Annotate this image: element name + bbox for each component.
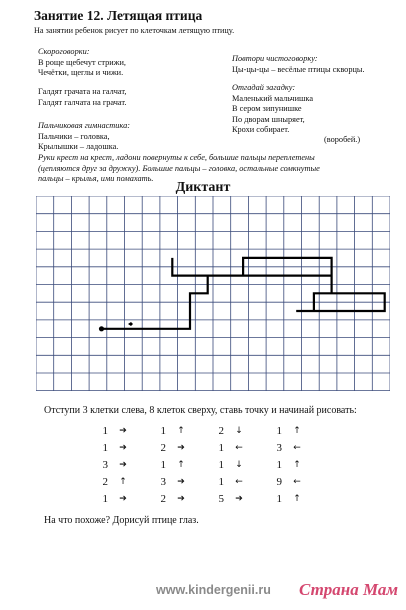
- arrow-left-icon: ←: [293, 476, 301, 487]
- step: [152, 473, 192, 490]
- step: [210, 473, 250, 490]
- lesson-title: Занятие 12. Летящая птица: [34, 8, 203, 23]
- step: [94, 456, 134, 473]
- arrow-up-icon: ↑: [119, 476, 127, 487]
- step: [268, 456, 308, 473]
- step-count: 1: [218, 441, 224, 454]
- riddle-line: Маленький мальчишка: [232, 93, 313, 103]
- step-count: 9: [276, 475, 282, 488]
- step: [268, 490, 308, 507]
- step: [210, 456, 250, 473]
- tongue-twister-line: Галдят грачата на галчат,: [38, 87, 127, 96]
- repeat-line: Цы-цы-цы – весёлые птицы скворцы.: [232, 64, 365, 74]
- step-count: 1: [276, 492, 282, 505]
- footer-brand-logo: Страна Мам: [298, 580, 398, 599]
- step: [268, 439, 308, 456]
- arrow-up-icon: ↑: [293, 425, 301, 436]
- step: [210, 422, 250, 439]
- step-count: 3: [276, 441, 282, 454]
- tongue-twister-line: Галдят галчата на грачат.: [38, 97, 127, 107]
- arrow-right-icon: ➔: [119, 425, 127, 436]
- finger-game-line: Пальчики – головка,: [38, 131, 110, 141]
- arrow-right-icon: ➔: [119, 493, 127, 504]
- riddle-block: [232, 83, 313, 136]
- step: [152, 490, 192, 507]
- step-count: 5: [218, 492, 224, 505]
- finger-game-label: Пальчиковая гимнастика:: [38, 121, 131, 130]
- arrow-left-icon: ←: [235, 442, 243, 453]
- step-count: 2: [160, 492, 166, 505]
- riddle-label: Отгадай загадку:: [232, 83, 296, 92]
- tongue-twisters: [38, 47, 126, 79]
- step: [94, 473, 134, 490]
- step-count: 1: [276, 424, 282, 437]
- step: [210, 490, 250, 507]
- step-count: 2: [218, 424, 224, 437]
- step-count: 1: [102, 492, 108, 505]
- steps-column-2: [152, 422, 192, 507]
- step: [152, 422, 192, 439]
- step: [268, 473, 308, 490]
- arrow-up-icon: ↑: [293, 493, 301, 504]
- step-count: 1: [218, 458, 224, 471]
- arrow-down-icon: ↓: [235, 425, 243, 436]
- start-dot: [99, 326, 104, 331]
- arrow-left-icon: ←: [235, 476, 243, 487]
- arrow-right-icon: ➔: [119, 459, 127, 470]
- repeat-label: Повтори чистоговорку:: [232, 54, 318, 63]
- arrow-right-icon: ➔: [119, 442, 127, 453]
- step-count: 1: [102, 424, 108, 437]
- step: [94, 439, 134, 456]
- footer-url[interactable]: www.kindergenii.ru: [156, 583, 271, 597]
- dictation-instruction: Отступи 3 клетки слева, 8 клеток сверху, ставь точку и начинай рисовать:: [44, 405, 357, 416]
- tongue-twisters-label: Скороговорки:: [38, 47, 90, 56]
- arrow-up-icon: ↑: [177, 459, 185, 470]
- arrow-up-icon: ↑: [177, 425, 185, 436]
- dictation-title: Диктант: [175, 180, 231, 195]
- arrow-right-icon: ➔: [235, 493, 243, 504]
- tongue-twisters-2: [38, 87, 126, 108]
- finger-instruction-line: Руки крест на крест, ладони повернуты к себе, большие пальцы переплетены: [38, 153, 315, 162]
- finger-instruction-line: пальцы – крылья, ими помахать.: [38, 174, 154, 183]
- arrow-left-icon: ←: [293, 442, 301, 453]
- steps-column-3: [210, 422, 250, 507]
- arrow-right-icon: ➔: [177, 493, 185, 504]
- tongue-twister-line: Чечётки, щеглы и чижи.: [38, 68, 124, 77]
- finger-instruction-line: (цепляются друг за дружку). Большие пальцы – головка, остальные сомкнутые: [38, 163, 320, 173]
- step: [94, 422, 134, 439]
- drawing-grid: [36, 196, 390, 391]
- dictation-question: На что похоже? Дорисуй птице глаз.: [44, 515, 199, 526]
- finger-game-line: Крылышки – ладошка.: [38, 142, 119, 151]
- step-count: 1: [218, 475, 224, 488]
- arrow-down-icon: ↓: [235, 459, 243, 470]
- steps-column-1: [94, 422, 134, 507]
- step: [210, 439, 250, 456]
- steps-column-4: [268, 422, 308, 507]
- riddle-answer: (воробей.): [324, 135, 361, 144]
- repeat-block: [232, 54, 365, 75]
- step-count: 2: [160, 441, 166, 454]
- step-count: 2: [102, 475, 108, 488]
- step-count: 1: [160, 424, 166, 437]
- arrow-right-icon: ➔: [177, 476, 185, 487]
- riddle-line: По дворам шныряет,: [232, 114, 305, 124]
- step-count: 3: [160, 475, 166, 488]
- step-count: 3: [102, 458, 108, 471]
- step-count: 1: [276, 458, 282, 471]
- step: [94, 490, 134, 507]
- lesson-intro: На занятии ребенок рисует по клеточкам летящую птицу.: [34, 26, 235, 35]
- bird-eye-mark: [128, 322, 133, 326]
- bird-outline: [102, 258, 385, 329]
- step-count: 1: [102, 441, 108, 454]
- arrow-up-icon: ↑: [293, 459, 301, 470]
- riddle-line: Крохи собирает.: [232, 125, 290, 134]
- step: [268, 422, 308, 439]
- arrow-right-icon: ➔: [177, 442, 185, 453]
- finger-game: [38, 121, 130, 153]
- step-count: 1: [160, 458, 166, 471]
- tongue-twister-line: В роще щебечут стрижи,: [38, 57, 126, 67]
- riddle-line: В сером зипунишке: [232, 104, 302, 113]
- step: [152, 456, 192, 473]
- step: [152, 439, 192, 456]
